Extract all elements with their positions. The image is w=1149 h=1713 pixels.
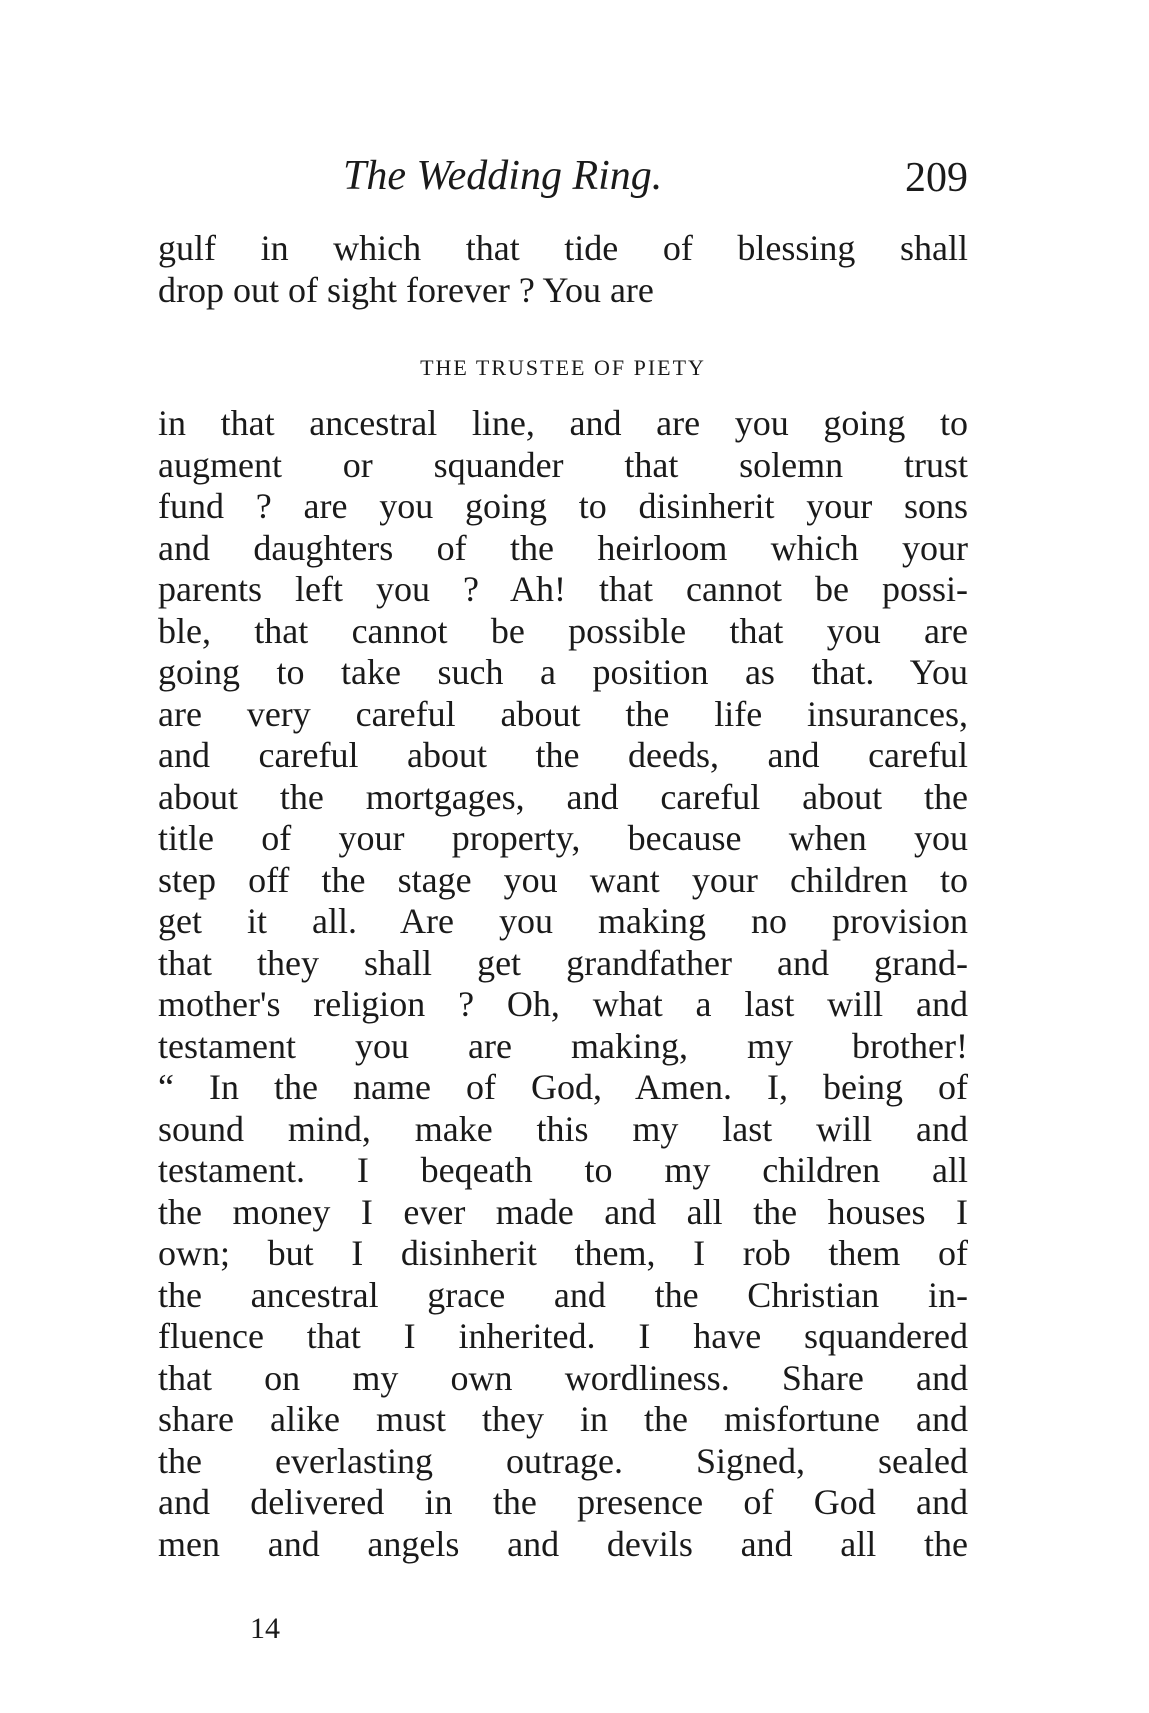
text-line: fluence that I inherited. I have squandered bbox=[158, 1316, 968, 1356]
text-line: and delivered in the presence of God and bbox=[158, 1482, 968, 1522]
text-line: ble, that cannot be possible that you are bbox=[158, 610, 968, 651]
running-head-title: The Wedding Ring. bbox=[343, 153, 663, 199]
text-line: title of your property, because when you bbox=[158, 818, 968, 858]
text-line: the everlasting outrage. Signed, sealed bbox=[158, 1440, 968, 1481]
text-line: augment or squander that solemn trust bbox=[158, 444, 968, 485]
text-line: own; but I disinherit them, I rob them of bbox=[158, 1233, 968, 1273]
body-text bbox=[158, 403, 968, 1565]
running-head bbox=[158, 152, 968, 222]
text-line: men and angels and devils and all the bbox=[158, 1523, 968, 1564]
text-line: “ In the name of God, Amen. I, being of bbox=[158, 1067, 968, 1107]
text-line: that on my own wordliness. Share and bbox=[158, 1357, 968, 1398]
text-line: and careful about the deeds, and careful bbox=[158, 735, 968, 775]
text-line: the ancestral grace and the Christian in- bbox=[158, 1274, 968, 1315]
text-line: mother's religion ? Oh, what a last will and bbox=[158, 984, 968, 1024]
text-line: drop out of sight forever ? You are bbox=[158, 269, 654, 310]
text-line: share alike must they in the misfortune and bbox=[158, 1399, 968, 1439]
opening-paragraph bbox=[158, 228, 968, 311]
text-line: step off the stage you want your children to bbox=[158, 859, 968, 900]
text-line: in that ancestral line, and are you going to bbox=[158, 403, 968, 443]
text-line: are very careful about the life insurances, bbox=[158, 693, 968, 734]
text-line: testament you are making, my brother! bbox=[158, 1025, 968, 1066]
text-line: parents left you ? Ah! that cannot be possi- bbox=[158, 569, 968, 609]
text-line: gulf in which that tide of blessing shall bbox=[158, 228, 968, 268]
page-number: 209 bbox=[905, 155, 968, 201]
text-line: fund ? are you going to disinherit your sons bbox=[158, 486, 968, 526]
text-line: and daughters of the heirloom which your bbox=[158, 527, 968, 568]
text-line: about the mortgages, and careful about the bbox=[158, 776, 968, 817]
text-line: going to take such a position as that. You bbox=[158, 652, 968, 692]
section-heading: THE TRUSTEE OF PIETY bbox=[420, 355, 706, 380]
signature-mark: 14 bbox=[250, 1612, 280, 1645]
text-line: the money I ever made and all the houses I bbox=[158, 1191, 968, 1232]
text-line: testament. I beqeath to my children all bbox=[158, 1150, 968, 1190]
text-line: that they shall get grandfather and grand- bbox=[158, 942, 968, 983]
text-line: sound mind, make this my last will and bbox=[158, 1108, 968, 1149]
text-line: get it all. Are you making no provision bbox=[158, 901, 968, 941]
